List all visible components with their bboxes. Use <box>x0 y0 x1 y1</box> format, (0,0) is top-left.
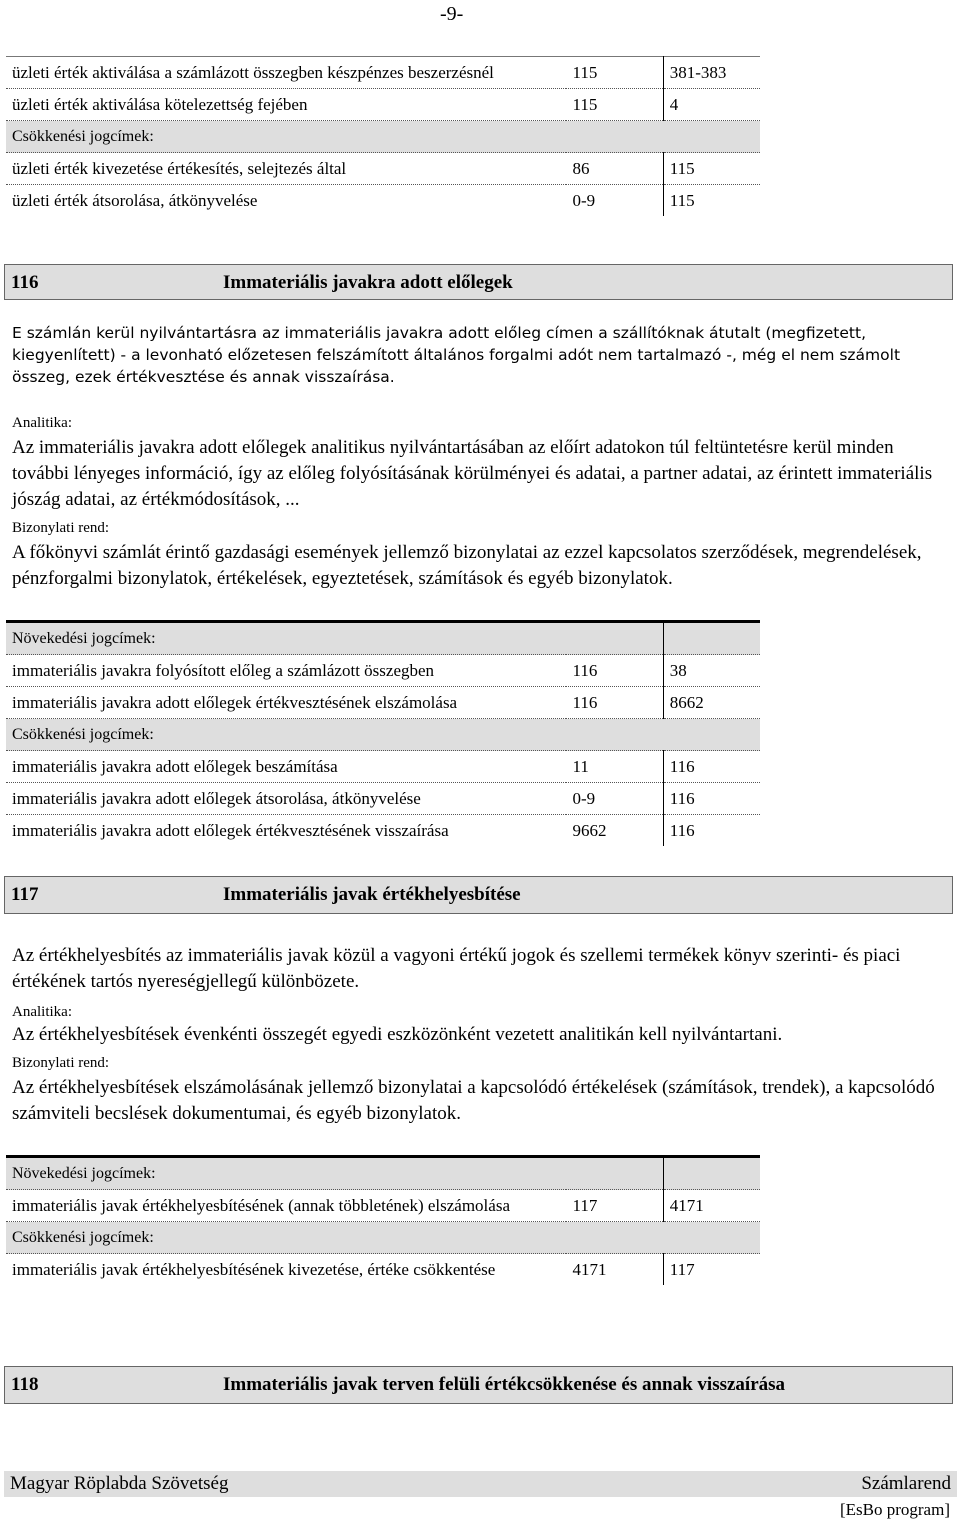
row-label: immateriális javak értékhelyesbítésének kivezetése, értéke csökkentése <box>12 1260 496 1279</box>
section-number: 118 <box>11 1374 39 1395</box>
decrease-header: Csökkenési jogcímek: <box>6 1222 566 1254</box>
row-label: immateriális javakra adott előlegek átsorolása, átkönyvelése <box>6 783 566 815</box>
credit-account: 4 <box>663 89 760 121</box>
debit-account: 86 <box>566 153 663 185</box>
row-label: üzleti érték átsorolása, átkönyvelése <box>12 191 258 210</box>
debit-account: 9662 <box>566 815 663 847</box>
decrease-header: Csökkenési jogcímek: <box>6 719 566 751</box>
table-section-header <box>6 1222 760 1254</box>
bizonylati-label: Bizonylati rend: <box>12 520 110 536</box>
row-label: immateriális javak értékhelyesbítésének (annak többletének) elszámolása <box>6 1190 566 1222</box>
table-accounting-117 <box>6 1155 760 1285</box>
table-row <box>6 153 760 185</box>
row-label: üzleti érték aktiválása kötelezettség fejében <box>6 89 566 121</box>
page-footer <box>4 1471 957 1497</box>
bizonylati-label: Bizonylati rend: <box>12 1055 110 1071</box>
table-row <box>6 1190 760 1222</box>
section-header-117 <box>4 876 953 914</box>
section-header-118 <box>4 1366 953 1404</box>
table-section-header <box>6 719 760 751</box>
table-row <box>6 783 760 815</box>
credit-account: 116 <box>663 751 760 783</box>
table-row <box>6 687 760 719</box>
table-row <box>6 655 760 687</box>
credit-account: 4171 <box>663 1190 760 1222</box>
credit-account: 116 <box>669 821 695 840</box>
credit-account: 115 <box>663 153 760 185</box>
increase-header: Növekedési jogcímek: <box>6 1157 566 1190</box>
credit-account: 381-383 <box>663 57 760 89</box>
bizonylati-text: A főkönyvi számlát érintő gazdasági események jellemző bizonylatai az ezzel kapcsolatos szerződések, megrendelések, pénzforgalmi bizonylatok, értékelések, egyeztetések, számítások és egyéb bizonylatok. <box>12 542 922 589</box>
table-row <box>6 1254 760 1286</box>
section-description: E számlán kerül nyilvántartásra az immateriális javakra adott előleg címen a szállítóknak átutalt (megfizetett, kiegyenlített) - a levonható előzetesen felszámított általános forgalmi adót nem tartalmazó -, még el nem számolt összeg, ezek értékvesztése és annak visszaírása. <box>12 324 901 386</box>
table-accounting-115 <box>6 56 760 216</box>
section-number: 117 <box>11 884 39 905</box>
debit-account: 4171 <box>566 1254 663 1286</box>
debit-account: 11 <box>566 751 663 783</box>
credit-account: 8662 <box>663 687 760 719</box>
table-row <box>6 751 760 783</box>
debit-account: 0-9 <box>566 185 663 217</box>
row-label: immateriális javakra adott előlegek beszámítása <box>6 751 566 783</box>
section-title: Immateriális javak terven felüli értékcsökkenése és annak visszaírása <box>223 1374 786 1395</box>
row-label: immateriális javakra adott előlegek értékvesztésének visszaírása <box>12 821 449 840</box>
decrease-header: Csökkenési jogcímek: <box>6 121 566 153</box>
table-section-header <box>6 121 760 153</box>
section-description: Az értékhelyesbítés az immateriális javak közül a vagyoni értékű jogok és szellemi termékek könyv szerinti- és piaci értékének tartós nyereségjellegű különbözete. <box>12 945 901 992</box>
table-section-header <box>6 1157 760 1190</box>
debit-account: 0-9 <box>566 783 663 815</box>
increase-header: Növekedési jogcímek: <box>6 622 566 655</box>
section-header-116 <box>4 264 953 300</box>
table-accounting-116 <box>6 620 760 846</box>
row-label: üzleti érték kivezetése értékesítés, selejtezés által <box>6 153 566 185</box>
section-title: Immateriális javakra adott előlegek <box>223 272 513 293</box>
analitika-label: Analitika: <box>12 415 72 431</box>
row-label: immateriális javakra folyósított előleg a számlázott összegben <box>6 655 566 687</box>
credit-account: 116 <box>663 783 760 815</box>
analitika-label: Analitika: <box>12 1004 72 1020</box>
footer-document-title: Számlarend <box>861 1473 951 1494</box>
page-number: -9- <box>440 3 464 25</box>
footer-program: [EsBo program] <box>839 1500 950 1519</box>
table-row <box>6 57 760 89</box>
credit-account: 117 <box>669 1260 695 1279</box>
bizonylati-text: Az értékhelyesbítések elszámolásának jellemző bizonylatai a kapcsolódó értékelések (számítások, trendek), a kapcsolódó számviteli becslések dokumentumai, és egyéb bizonylatok. <box>12 1077 935 1124</box>
analitika-text: Az értékhelyesbítések évenkénti összegét egyedi eszközönként vezetett analitikán kell nyilvántartani. <box>12 1024 783 1045</box>
section-number: 116 <box>11 272 39 293</box>
section-title: Immateriális javak értékhelyesbítése <box>223 884 521 905</box>
debit-account: 116 <box>566 655 663 687</box>
footer-organization: Magyar Röplabda Szövetség <box>10 1473 229 1494</box>
table-row <box>6 815 760 847</box>
debit-account: 115 <box>566 57 663 89</box>
debit-account: 115 <box>566 89 663 121</box>
table-row <box>6 185 760 217</box>
credit-account: 38 <box>663 655 760 687</box>
table-section-header <box>6 622 760 655</box>
debit-account: 116 <box>566 687 663 719</box>
debit-account: 117 <box>566 1190 663 1222</box>
analitika-text: Az immateriális javakra adott előlegek analitikus nyilvántartásában az előírt adatokon túl feltüntetésre kerül minden további lényeges információ, így az előleg folyósításának körülményei és adatai, a partner adatai, az érintett immateriális jószág adatai, az értékmódosítások, ... <box>12 437 933 510</box>
row-label: üzleti érték aktiválása a számlázott összegben készpénzes beszerzésnél <box>6 57 566 89</box>
table-row <box>6 89 760 121</box>
row-label: immateriális javakra adott előlegek értékvesztésének elszámolása <box>6 687 566 719</box>
credit-account: 115 <box>669 191 695 210</box>
